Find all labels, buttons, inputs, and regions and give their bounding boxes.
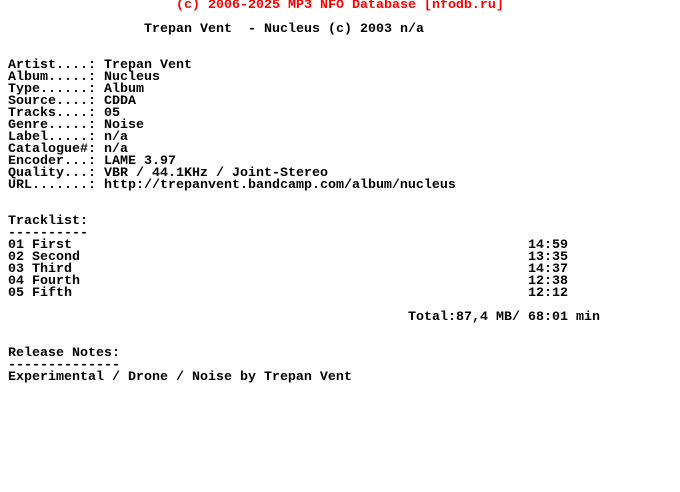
info-label: Type......:: [8, 82, 96, 97]
info-value: Trepan Vent: [104, 58, 192, 73]
track-title: 04 Fourth: [8, 274, 80, 289]
total-summary: Total:87,4 MB/ 68:01 min: [408, 310, 600, 325]
tracklist-underline: ----------: [8, 226, 88, 241]
info-value: Album: [104, 82, 144, 97]
track-title: 01 First: [8, 238, 72, 253]
info-value: n/a: [104, 130, 128, 145]
info-value: Noise: [104, 118, 144, 133]
info-label: Encoder...:: [8, 154, 96, 169]
info-label: Tracks....:: [8, 106, 96, 121]
info-label: Quality...:: [8, 166, 96, 181]
info-value: 05: [104, 106, 120, 121]
track-time: 13:35: [528, 250, 568, 265]
info-label: Label.....:: [8, 130, 96, 145]
info-value: n/a: [104, 142, 128, 157]
track-title: 05 Fifth: [8, 286, 72, 301]
track-title: 03 Third: [8, 262, 72, 277]
release-notes-text: Experimental / Drone / Noise by Trepan Vent: [8, 370, 352, 385]
info-value: CDDA: [104, 94, 136, 109]
info-label: Genre.....:: [8, 118, 96, 133]
track-time: 14:37: [528, 262, 568, 277]
info-label: Artist....:: [8, 58, 96, 73]
info-value: Nucleus: [104, 70, 160, 85]
tracklist-heading: Tracklist:: [8, 214, 88, 229]
track-time: 12:38: [528, 274, 568, 289]
copyright-header: (c) 2006-2025 MP3 NFO Database [nfodb.ru]: [176, 0, 504, 13]
track-time: 14:59: [528, 238, 568, 253]
track-title: 02 Second: [8, 250, 80, 265]
release-notes-heading: Release Notes:: [8, 346, 120, 361]
release-notes-underline: --------------: [8, 358, 120, 373]
info-value: LAME 3.97: [104, 154, 176, 169]
info-value: http://trepanvent.bandcamp.com/album/nucleus: [104, 178, 456, 193]
info-label: Catalogue#:: [8, 142, 96, 157]
info-value: VBR / 44.1KHz / Joint-Stereo: [104, 166, 328, 181]
info-label: Source....:: [8, 94, 96, 109]
info-label: URL.......:: [8, 178, 96, 193]
info-label: Album.....:: [8, 70, 96, 85]
track-time: 12:12: [528, 286, 568, 301]
release-title: Trepan Vent - Nucleus (c) 2003 n/a: [144, 22, 424, 37]
